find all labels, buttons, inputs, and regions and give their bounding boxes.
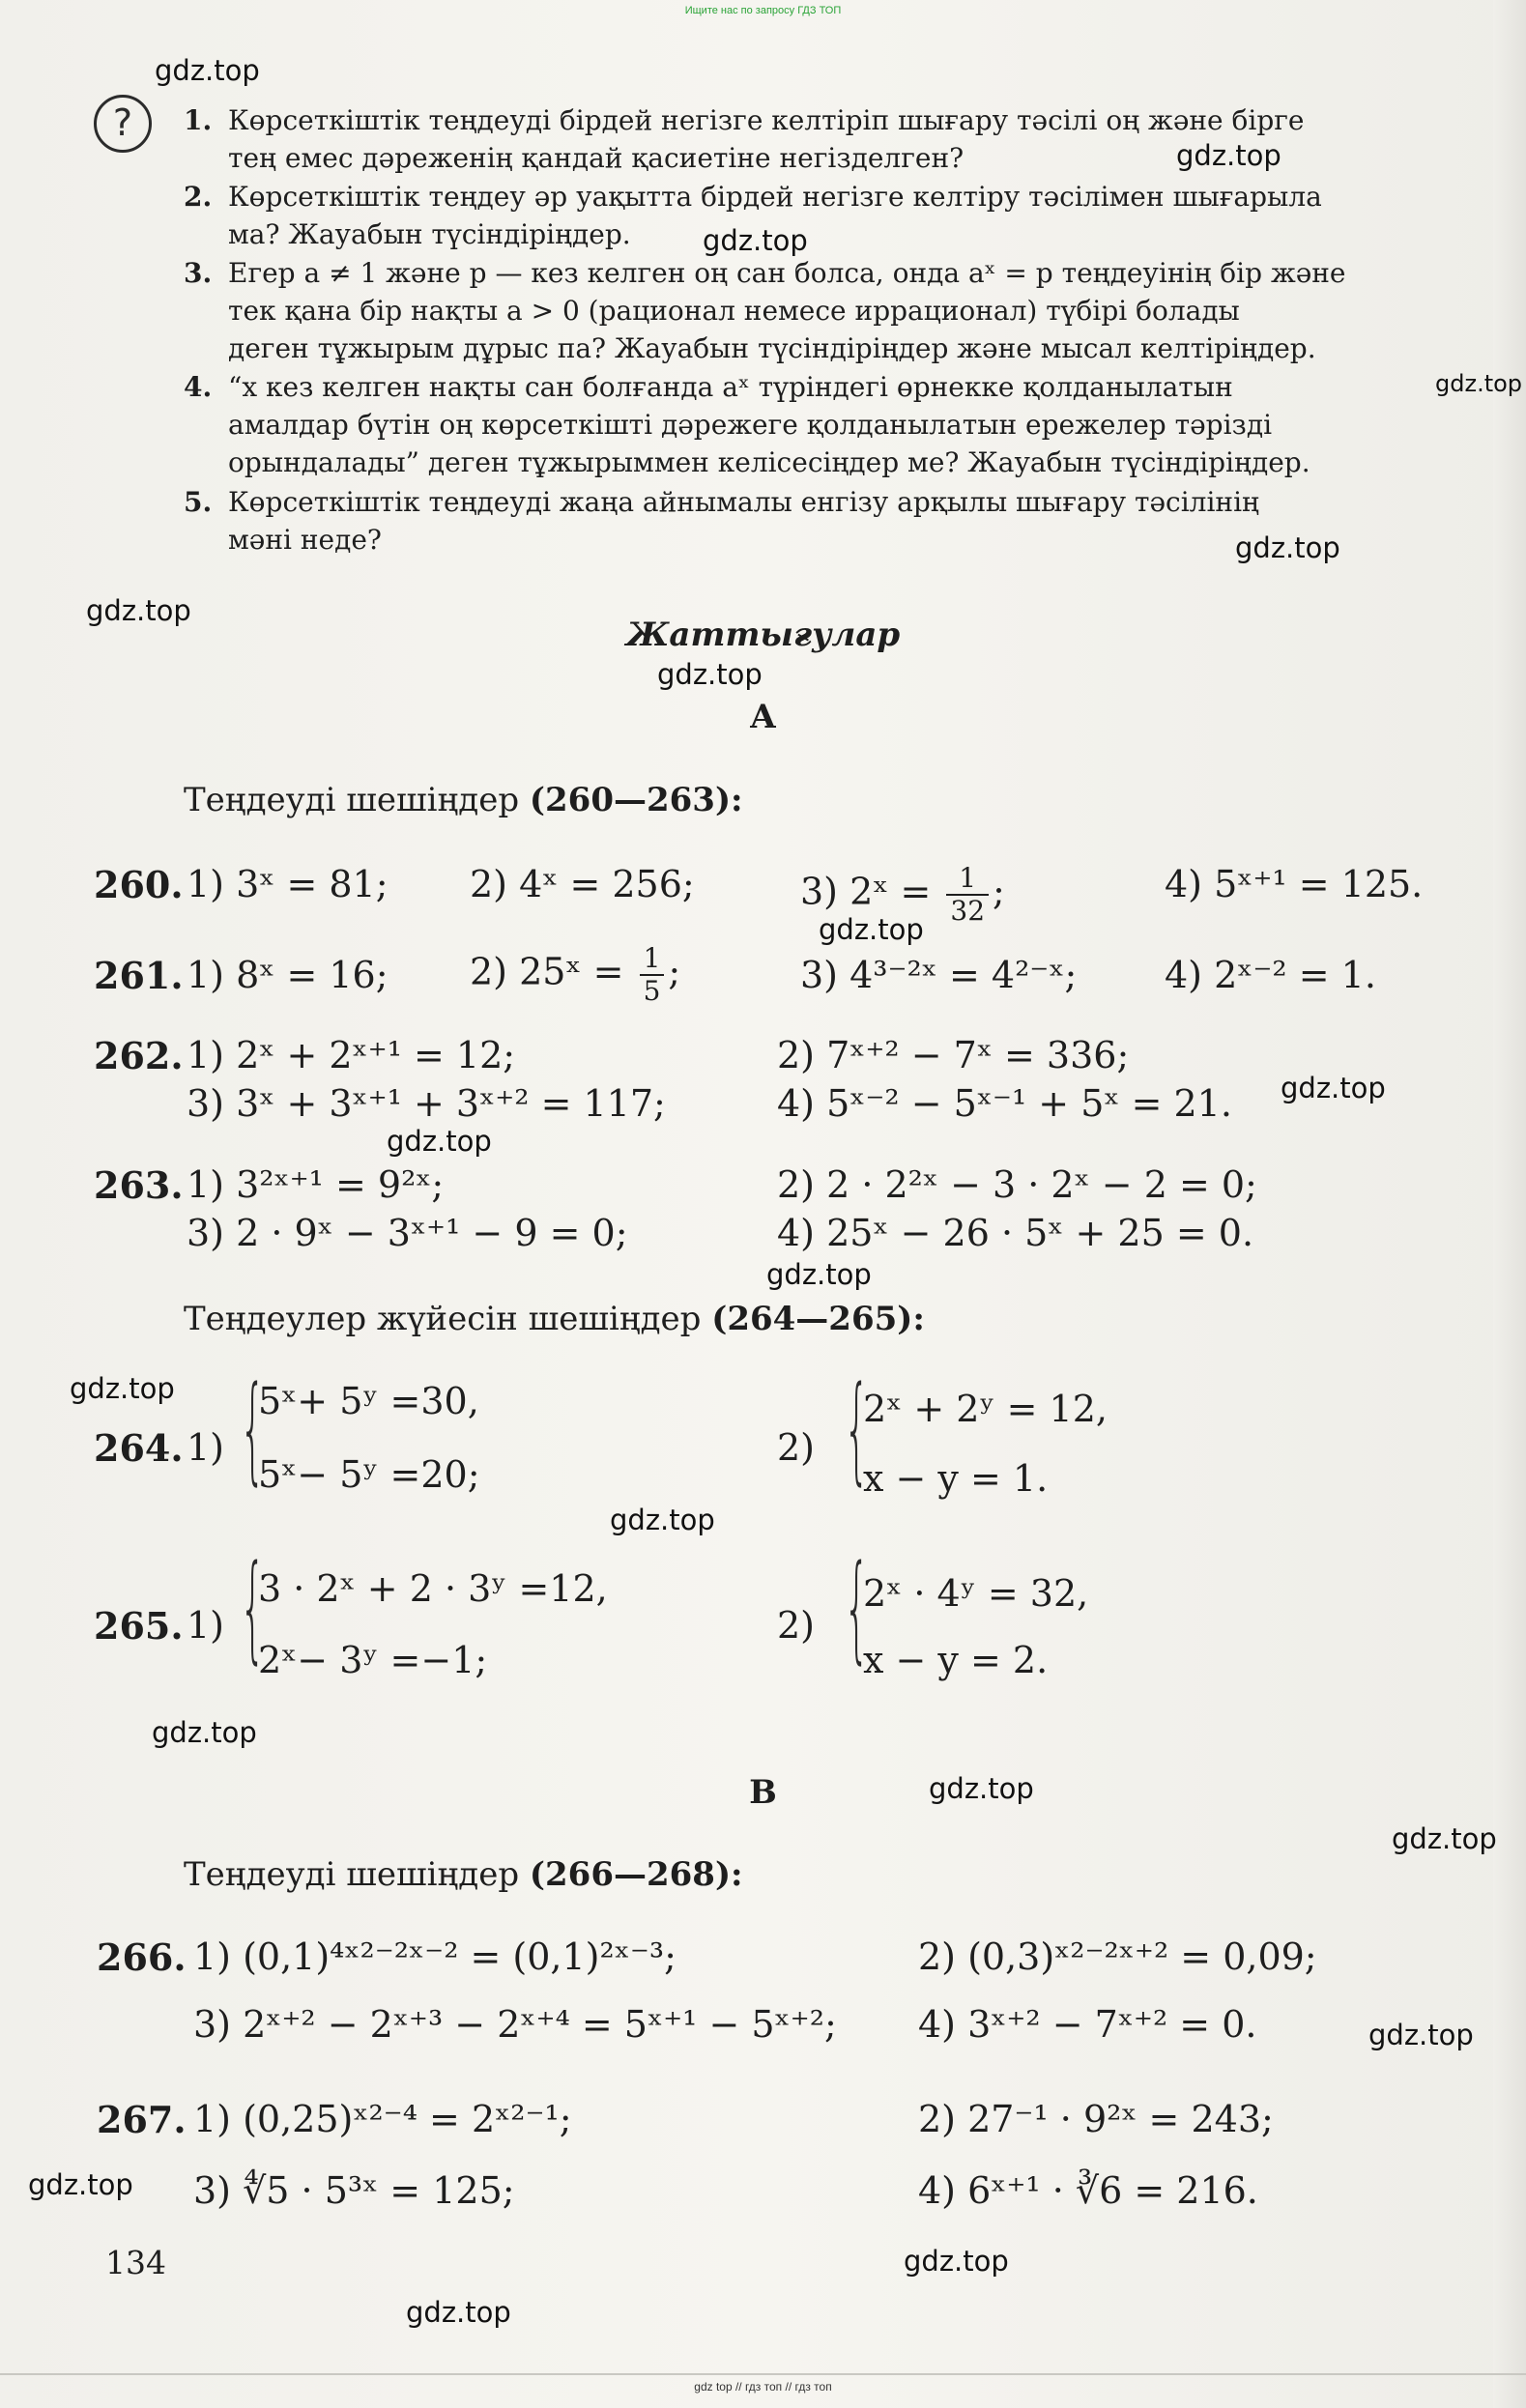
question-text: Көрсеткіштік теңдеуді бірдей негізге келтіріп шығару тәсілі оң және бірге — [228, 104, 1305, 136]
watermark: gdz.top — [387, 1125, 492, 1158]
equation: 1) 2ˣ + 2ˣ⁺¹ = 12; — [187, 1034, 516, 1076]
watermark: gdz.top — [703, 224, 808, 257]
system-equation: 2ˣ · 4ʸ = 32, — [863, 1572, 1089, 1615]
exercise-number: 261. — [94, 954, 184, 997]
fraction-numerator: 1 — [946, 863, 989, 896]
equation: 2) 27⁻¹ · 9²ˣ = 243; — [918, 2098, 1274, 2140]
question-number: 4. — [184, 371, 213, 403]
watermark: gdz.top — [819, 913, 924, 946]
equation — [470, 943, 680, 1007]
equation: 1) 8ˣ = 16; — [187, 954, 389, 996]
question-2 — [184, 178, 1440, 253]
question-text: Көрсеткіштік теңдеу әр уақытта бірдей негізге келтіру тәсілімен шығарыла — [228, 181, 1322, 213]
exercises-heading: Жаттығулар — [625, 616, 901, 654]
system-equation: x − y = 2. — [863, 1639, 1049, 1681]
question-mark-icon: ? — [94, 95, 152, 153]
question-number: 2. — [184, 181, 213, 213]
question-4 — [184, 368, 1440, 481]
watermark: gdz.top — [766, 1258, 872, 1291]
watermark: gdz.top — [152, 1716, 257, 1749]
instruction-text: Теңдеулер жүйесін шешіңдер — [184, 1300, 712, 1338]
watermark: gdz.top — [1435, 370, 1523, 397]
exercise-number: 267. — [97, 2098, 187, 2141]
watermark: gdz.top — [929, 1772, 1034, 1805]
exercise-number: 263. — [94, 1163, 184, 1207]
watermark: gdz.top — [904, 2245, 1009, 2278]
equation: 4) 5ˣ⁻² − 5ˣ⁻¹ + 5ˣ = 21. — [777, 1082, 1232, 1125]
system-equation: 2ˣ− 3ʸ =−1; — [258, 1639, 488, 1681]
watermark: gdz.top — [1235, 531, 1340, 564]
equation-text: ; — [668, 950, 681, 993]
equation: 4) 5ˣ⁺¹ = 125. — [1165, 863, 1424, 905]
question-1 — [184, 101, 1440, 177]
section-b-heading: B — [749, 1773, 777, 1812]
system-equation: 2ˣ + 2ʸ = 12, — [863, 1388, 1108, 1430]
equation-text: 2) 25ˣ = — [470, 950, 624, 993]
equation: 1) (0,25)ˣ²⁻⁴ = 2ˣ²⁻¹; — [193, 2098, 572, 2140]
system-label: 1) — [187, 1604, 225, 1647]
equation: 3) ∜5 · 5³ˣ = 125; — [193, 2169, 515, 2212]
watermark: gdz.top — [70, 1372, 175, 1405]
question-text: “x кез келген нақты сан болғанда aˣ түріндегі өрнекке қолданылатын — [228, 371, 1233, 403]
equation: 3) 2 · 9ˣ − 3ˣ⁺¹ − 9 = 0; — [187, 1212, 628, 1254]
brace: { — [844, 1362, 870, 1497]
fraction-denominator: 5 — [643, 975, 661, 1007]
equation: 3) 3ˣ + 3ˣ⁺¹ + 3ˣ⁺² = 117; — [187, 1082, 666, 1125]
system-equation: 5ˣ+ 5ʸ =30, — [258, 1380, 479, 1422]
watermark: gdz.top — [657, 658, 763, 691]
equation: 2) 4ˣ = 256; — [470, 863, 695, 905]
question-text: ма? Жауабын түсіндіріңдер. — [228, 218, 631, 250]
question-5 — [184, 483, 1440, 559]
brace: { — [240, 1541, 266, 1676]
watermark: gdz.top — [1392, 1822, 1497, 1855]
instruction — [184, 1300, 925, 1338]
fraction-numerator: 1 — [640, 943, 665, 976]
system-label: 2) — [777, 1426, 816, 1469]
divider — [0, 2373, 1526, 2375]
instruction — [184, 1855, 743, 1894]
watermark: gdz.top — [28, 2168, 133, 2201]
question-text: тек қана бір нақты a > 0 (рационал немесе иррационал) түбірі болады — [228, 295, 1240, 327]
instruction-text: Теңдеуді шешіңдер — [184, 781, 530, 819]
system-label: 2) — [777, 1604, 816, 1647]
instruction-range: (264—265): — [711, 1300, 925, 1338]
top-banner[interactable]: Ищите нас по запросу ГДЗ ТОП — [684, 5, 842, 16]
equation: 4) 25ˣ − 26 · 5ˣ + 25 = 0. — [777, 1212, 1254, 1254]
instruction-text: Теңдеуді шешіңдер — [184, 1855, 530, 1894]
equation: 2) 2 · 2²ˣ − 3 · 2ˣ − 2 = 0; — [777, 1163, 1257, 1206]
question-text: деген тұжырым дұрыс па? Жауабын түсіндіріңдер және мысал келтіріңдер. — [228, 332, 1316, 364]
watermark: gdz.top — [1281, 1072, 1386, 1104]
watermark: gdz.top — [406, 2296, 511, 2329]
equation-text: 3) 2ˣ = — [800, 870, 932, 913]
fraction-denominator: 32 — [950, 895, 986, 927]
question-text: Көрсеткіштік теңдеуді жаңа айнымалы енгізу арқылы шығару тәсілінің — [228, 486, 1259, 518]
system-equation: 3 · 2ˣ + 2 · 3ʸ =12, — [258, 1567, 608, 1610]
equation: 2) 7ˣ⁺² − 7ˣ = 336; — [777, 1034, 1130, 1076]
fraction — [946, 863, 989, 927]
equation: 2) (0,3)ˣ²⁻²ˣ⁺² = 0,09; — [918, 1935, 1317, 1978]
system-equation: x − y = 1. — [863, 1457, 1049, 1500]
question-number: 1. — [184, 104, 213, 136]
page-number: 134 — [105, 2244, 166, 2281]
exercise-number: 262. — [94, 1034, 184, 1077]
brace: { — [240, 1362, 266, 1497]
instruction-range: (266—268): — [529, 1855, 743, 1894]
exercise-number: 265. — [94, 1604, 184, 1648]
question-text: Егер a ≠ 1 және p — кез келген оң сан болса, онда aˣ = p теңдеуінің бір және — [228, 257, 1346, 289]
watermark: gdz.top — [155, 54, 260, 87]
equation — [800, 863, 1005, 927]
system-equation: 5ˣ− 5ʸ =20; — [258, 1453, 480, 1496]
question-number: 5. — [184, 486, 213, 518]
question-3 — [184, 254, 1440, 367]
equation: 3) 2ˣ⁺² − 2ˣ⁺³ − 2ˣ⁺⁴ = 5ˣ⁺¹ − 5ˣ⁺²; — [193, 2003, 837, 2046]
bottom-banner[interactable]: gdz top // гдз топ // гдз топ — [694, 2380, 832, 2394]
question-text: мәні неде? — [228, 524, 382, 556]
fraction — [640, 943, 665, 1007]
system-label: 1) — [187, 1426, 225, 1469]
question-text: амалдар бүтін оң көрсеткішті дәрежеге қолданылатын ережелер тәрізді — [228, 409, 1273, 441]
question-text: орындалады” деген тұжырыммен келісесіңдер ме? Жауабын түсіндіріңдер. — [228, 446, 1310, 478]
brace: { — [844, 1541, 870, 1676]
watermark: gdz.top — [610, 1504, 715, 1536]
question-number: 3. — [184, 257, 213, 289]
equation: 1) (0,1)⁴ˣ²⁻²ˣ⁻² = (0,1)²ˣ⁻³; — [193, 1935, 677, 1978]
equation: 1) 3ˣ = 81; — [187, 863, 389, 905]
equation: 1) 3²ˣ⁺¹ = 9²ˣ; — [187, 1163, 445, 1206]
question-text: тең емес дәреженің қандай қасиетіне негізделген? — [228, 142, 965, 174]
equation: 4) 6ˣ⁺¹ · ∛6 = 216. — [918, 2169, 1258, 2212]
watermark: gdz.top — [86, 594, 191, 627]
equation: 4) 3ˣ⁺² − 7ˣ⁺² = 0. — [918, 2003, 1257, 2046]
watermark: gdz.top — [1176, 139, 1281, 172]
instruction — [184, 781, 743, 819]
watermark: gdz.top — [1368, 2019, 1474, 2051]
page-edge — [1493, 0, 1526, 2408]
exercise-number: 260. — [94, 863, 184, 906]
exercise-number: 264. — [94, 1426, 184, 1470]
exercise-number: 266. — [97, 1935, 187, 1979]
section-a-heading: A — [750, 698, 776, 736]
equation-text: ; — [993, 870, 1005, 913]
instruction-range: (260—263): — [529, 781, 743, 819]
equation: 4) 2ˣ⁻² = 1. — [1165, 954, 1376, 996]
equation: 3) 4³⁻²ˣ = 4²⁻ˣ; — [800, 954, 1078, 996]
